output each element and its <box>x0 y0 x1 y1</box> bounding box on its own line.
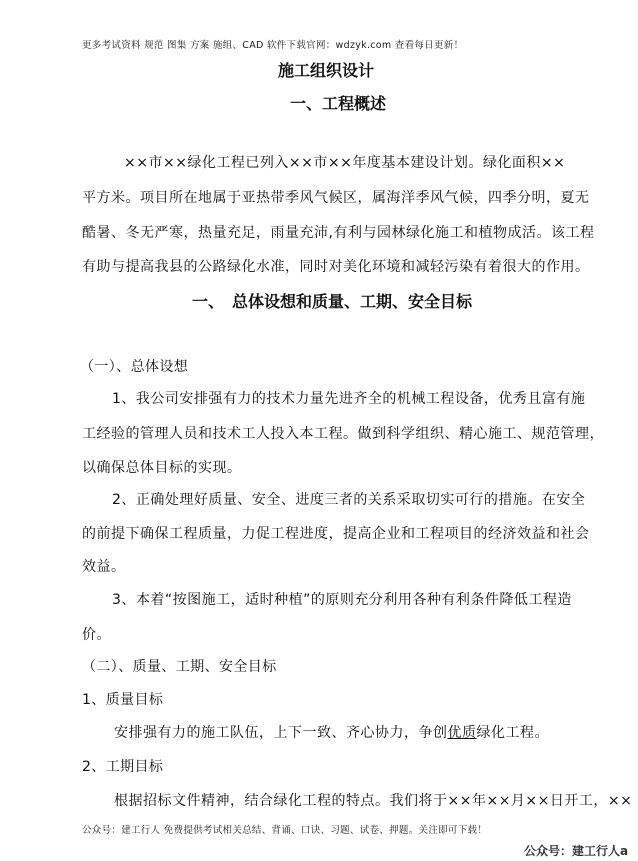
bottom-note: 公众号：建工行人 免费提供考试相关总结、背诵、口诀、习题、试卷、押题。关注即可下载！ <box>82 825 488 836</box>
item1-line2: 工经验的管理人员和技术工人投入本工程。做到科学组织、精心施工、规范管理， <box>82 426 604 442</box>
section-title-overview: 一、工程概述 <box>290 94 387 113</box>
quality-text-underlined: 优质 <box>447 725 477 741</box>
para1-line4: 有助与提高我县的公路绿化水准，同时对美化环境和减轻污染有着很大的作用。 <box>82 259 590 275</box>
item2-line1: 2、正确处理好质量、安全、进度三者的关系采取切实可行的措施。在安全 <box>112 492 586 508</box>
subsection-goals: （二）、质量、工期、安全目标 <box>82 659 277 675</box>
item3-line2: 价。 <box>82 627 111 643</box>
item2-line2: 的前提下确保工程质量，力促工程进度，提高企业和工程项目的经济效益和社会 <box>82 526 590 542</box>
item3-line1: 3、本着“按图施工，适时种植”的原则充分利用各种有利条件降低工程造 <box>112 592 572 608</box>
item1-line3: 以确保总体目标的实现。 <box>82 460 242 476</box>
quality-text-after: 绿化工程。 <box>476 725 549 741</box>
section-title-goals: 一、 总体设想和质量、工期、安全目标 <box>192 292 473 311</box>
wechat-watermark: 公众号：建工行人a <box>524 844 629 858</box>
item1-line1: 1、我公司安排强有力的技术力量先进齐全的机械工程设备，优秀且富有施 <box>112 391 586 407</box>
para1-line3: 酷暑、冬无严寒，热量充足，雨量充沛,有利与园林绿化施工和植物成活。该工程 <box>82 225 595 241</box>
quality-goal-title: 1、质量目标 <box>82 692 164 708</box>
document-title: 施工组织设计 <box>278 61 375 80</box>
item2-line3: 效益。 <box>82 559 126 575</box>
schedule-goal-text: 根据招标文件精神，结合绿化工程的特点。我们将于××年××月××日开工，×× <box>114 793 633 809</box>
quality-text-before: 安排强有力的施工队伍，上下一致、齐心协力，争创 <box>114 725 448 741</box>
para1-line2: 平方米。项目所在地属于亚热带季风气候区，属海洋季风气候，四季分明，夏无 <box>82 190 590 206</box>
para1-line1: ××市××绿化工程已列入××市××年度基本建设计划。绿化面积×× <box>124 155 566 171</box>
schedule-goal-title: 2、工期目标 <box>82 759 164 775</box>
quality-goal-text <box>114 722 549 742</box>
top-note: 更多考试资料 规范 图集 方案 施组、CAD 软件下载官网：wdzyk.com 查看每日更新！ <box>82 40 464 51</box>
subsection-overall-plan: （一）、总体设想 <box>80 359 189 375</box>
